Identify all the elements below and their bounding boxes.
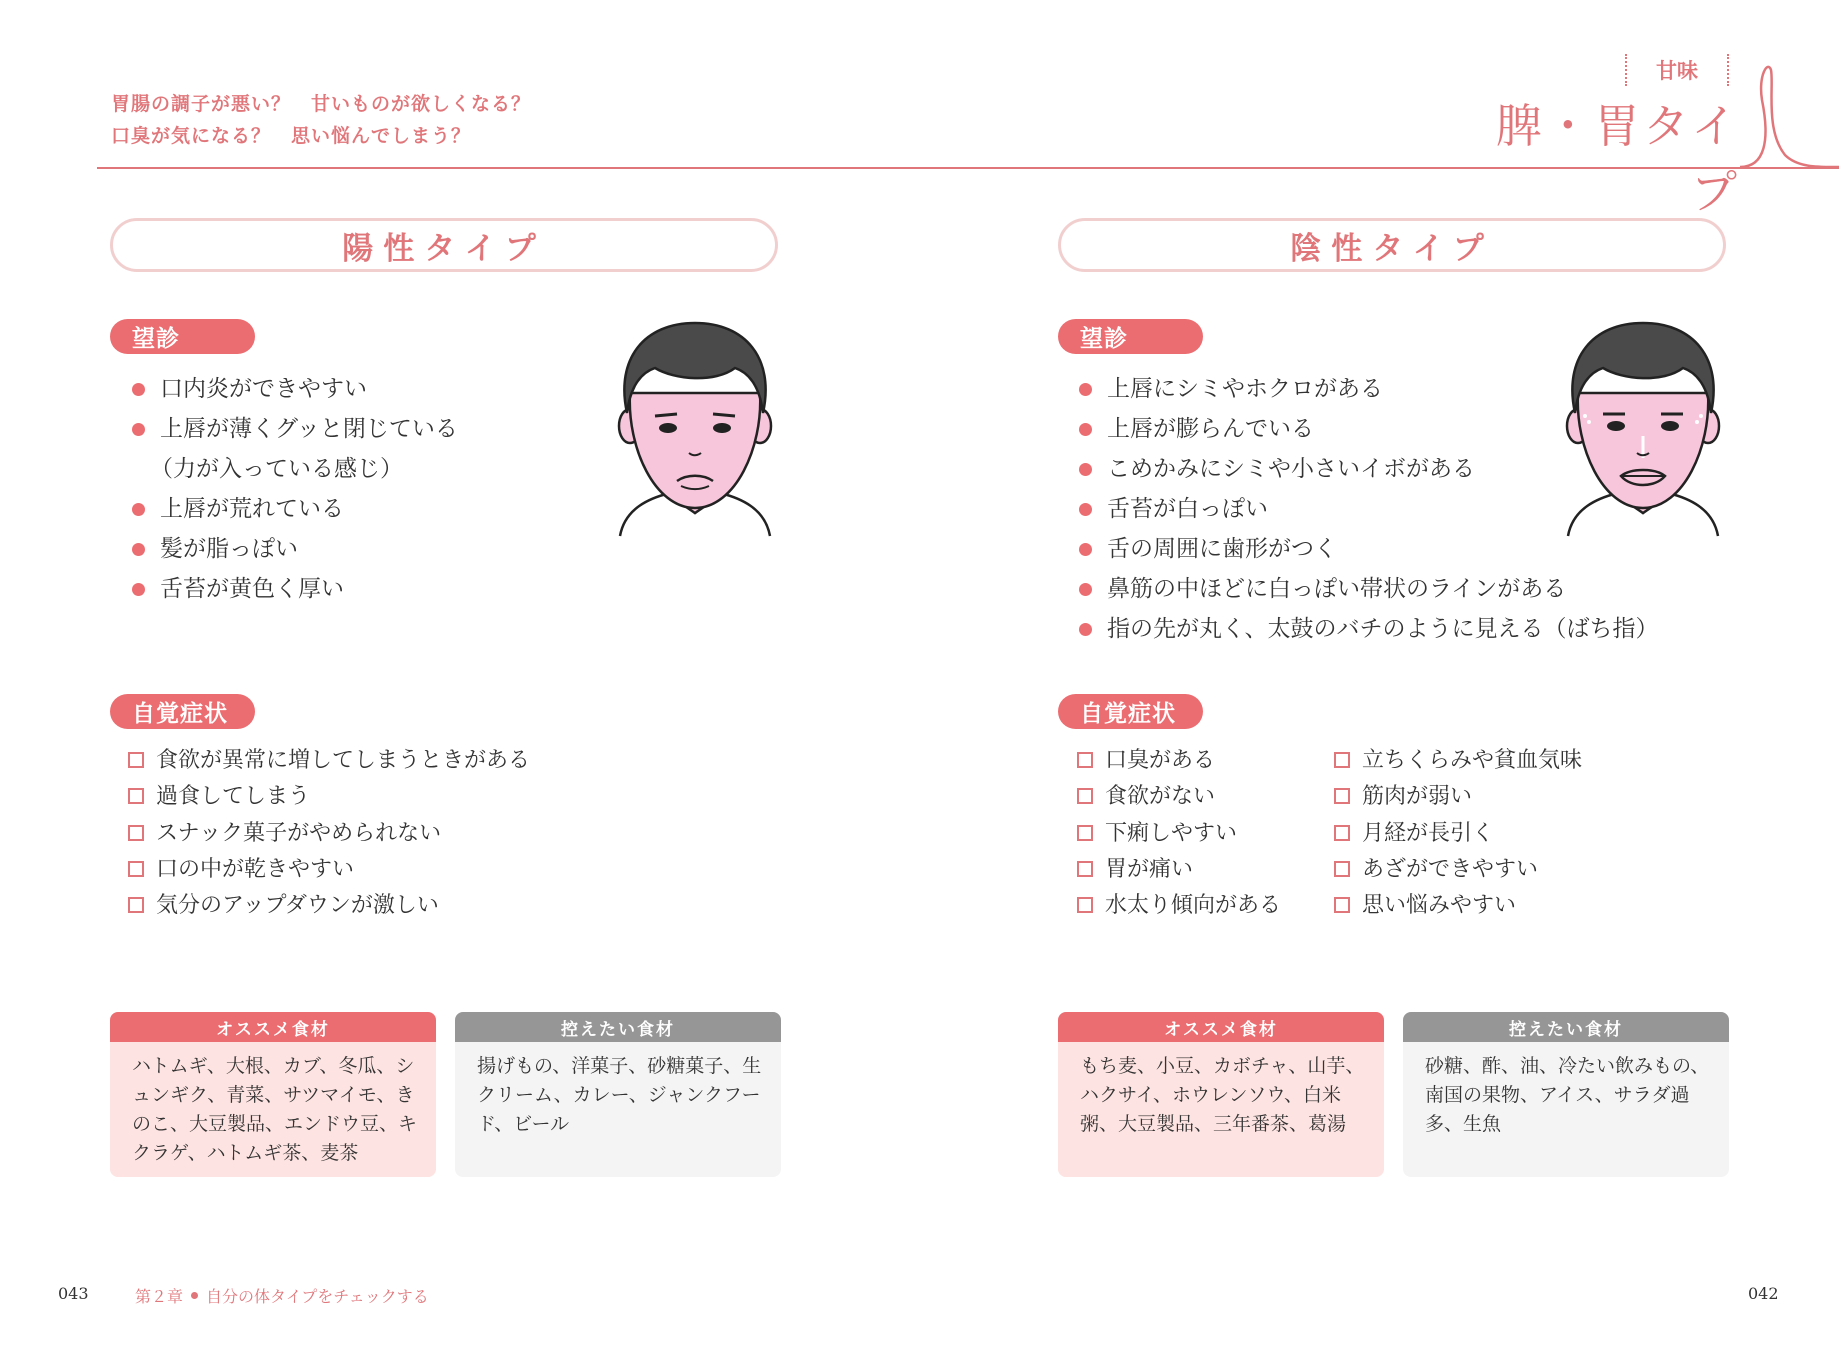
yang-symptoms-checklist (128, 743, 530, 924)
checklist-item[interactable]: 気分のアップダウンが激しい (128, 888, 530, 924)
checklist-item[interactable]: 過食してしまう (128, 779, 530, 815)
recommended-text: ハトムギ、大根、カブ、冬瓜、シュンギク、青菜、サツマイモ、きのこ、大豆製品、エンドウ豆、キクラゲ、ハトムギ茶、麦茶 (110, 1042, 436, 1177)
taste-label: 甘味 (1625, 54, 1729, 86)
header-rule (97, 167, 1839, 169)
list-item: 舌の周囲に歯形がつく (1077, 529, 1659, 569)
list-item-continuation: （力が入っている感じ） (150, 456, 403, 482)
yin-avoid-foods (1403, 1012, 1729, 1177)
recommended-text: もち麦、小豆、カボチャ、山芋、ハクサイ、ホウレンソウ、白米粥、大豆製品、三年番茶、葛湯 (1058, 1042, 1384, 1177)
checklist-item[interactable]: 食欲がない (1077, 779, 1281, 815)
checklist-item[interactable]: 水太り傾向がある (1077, 888, 1281, 924)
checklist-item[interactable]: 下痢しやすい (1077, 816, 1281, 852)
list-item: 上唇が薄くグッと閉じている (130, 409, 458, 449)
list-item: 髪が脂っぽい (130, 529, 458, 569)
page-number-left: 043 (58, 1284, 89, 1303)
list-item: 舌苔が白っぽい (1077, 489, 1659, 529)
intro-line-2: 口臭が気になる？ 思い悩んでしまう？ (111, 125, 472, 147)
yin-type-header: 陰性タイプ (1058, 218, 1726, 272)
list-item (130, 449, 458, 489)
avoid-label: 控えたい食材 (455, 1012, 781, 1042)
intro-text (111, 88, 531, 152)
checklist-item[interactable]: 口臭がある (1077, 743, 1281, 779)
avoid-text: 揚げもの、洋菓子、砂糖菓子、生クリーム、カレー、ジャンクフード、ビール (455, 1042, 781, 1177)
yin-symptoms-checklist-col1 (1077, 743, 1281, 924)
recommended-label: オススメ食材 (1058, 1012, 1384, 1042)
decorative-swirl-icon (1740, 60, 1839, 172)
intro-line-1: 胃腸の調子が悪い？ 甘いものが欲しくなる？ (111, 93, 532, 115)
checklist-item[interactable]: 月経が長引く (1334, 816, 1582, 852)
checklist-item[interactable]: あざができやすい (1334, 852, 1582, 888)
list-item: こめかみにシミや小さいイボがある (1077, 449, 1659, 489)
yin-recommended-foods (1058, 1012, 1384, 1177)
yang-face-illustration (615, 318, 775, 538)
list-item: 上唇にシミやホクロがある (1077, 369, 1659, 409)
yang-observation-tag: 望診 (110, 319, 255, 354)
avoid-text: 砂糖、酢、油、冷たい飲みもの、南国の果物、アイス、サラダ過多、生魚 (1403, 1042, 1729, 1177)
checklist-item[interactable]: 筋肉が弱い (1334, 779, 1582, 815)
page-number-right: 042 (1748, 1284, 1779, 1303)
checklist-item[interactable]: 思い悩みやすい (1334, 888, 1582, 924)
chapter-running-head (135, 1284, 429, 1307)
list-item: 上唇が膨らんでいる (1077, 409, 1659, 449)
checklist-item[interactable]: 口の中が乾きやすい (128, 852, 530, 888)
yang-observation-list (130, 369, 458, 609)
list-item: 舌苔が黄色く厚い (130, 569, 458, 609)
list-item: 口内炎ができやすい (130, 369, 458, 409)
checklist-item[interactable]: 食欲が異常に増してしまうときがある (128, 743, 530, 779)
checklist-item[interactable]: 立ちくらみや貧血気味 (1334, 743, 1582, 779)
yang-symptoms-tag: 自覚症状 (110, 694, 255, 729)
yin-symptoms-tag: 自覚症状 (1058, 694, 1203, 729)
yang-recommended-foods (110, 1012, 436, 1177)
list-item: 指の先が丸く、太鼓のバチのように見える（ばち指） (1077, 609, 1659, 649)
avoid-label: 控えたい食材 (1403, 1012, 1729, 1042)
yang-avoid-foods (455, 1012, 781, 1177)
list-item: 鼻筋の中ほどに白っぽい帯状のラインがある (1077, 569, 1659, 609)
checklist-item[interactable]: 胃が痛い (1077, 852, 1281, 888)
yin-observation-tag: 望診 (1058, 319, 1203, 354)
chapter-title: 自分の体タイプをチェックする (206, 1287, 429, 1306)
chapter-dot-icon (191, 1292, 198, 1299)
chapter-number: 第２章 (135, 1287, 184, 1306)
yang-type-header: 陽性タイプ (110, 218, 778, 272)
recommended-label: オススメ食材 (110, 1012, 436, 1042)
page-title: 脾・胃タイプ (1495, 99, 1740, 219)
checklist-item[interactable]: スナック菓子がやめられない (128, 816, 530, 852)
yin-symptoms-checklist-col2 (1334, 743, 1582, 924)
list-item: 上唇が荒れている (130, 489, 458, 529)
yin-face-illustration (1563, 318, 1723, 538)
